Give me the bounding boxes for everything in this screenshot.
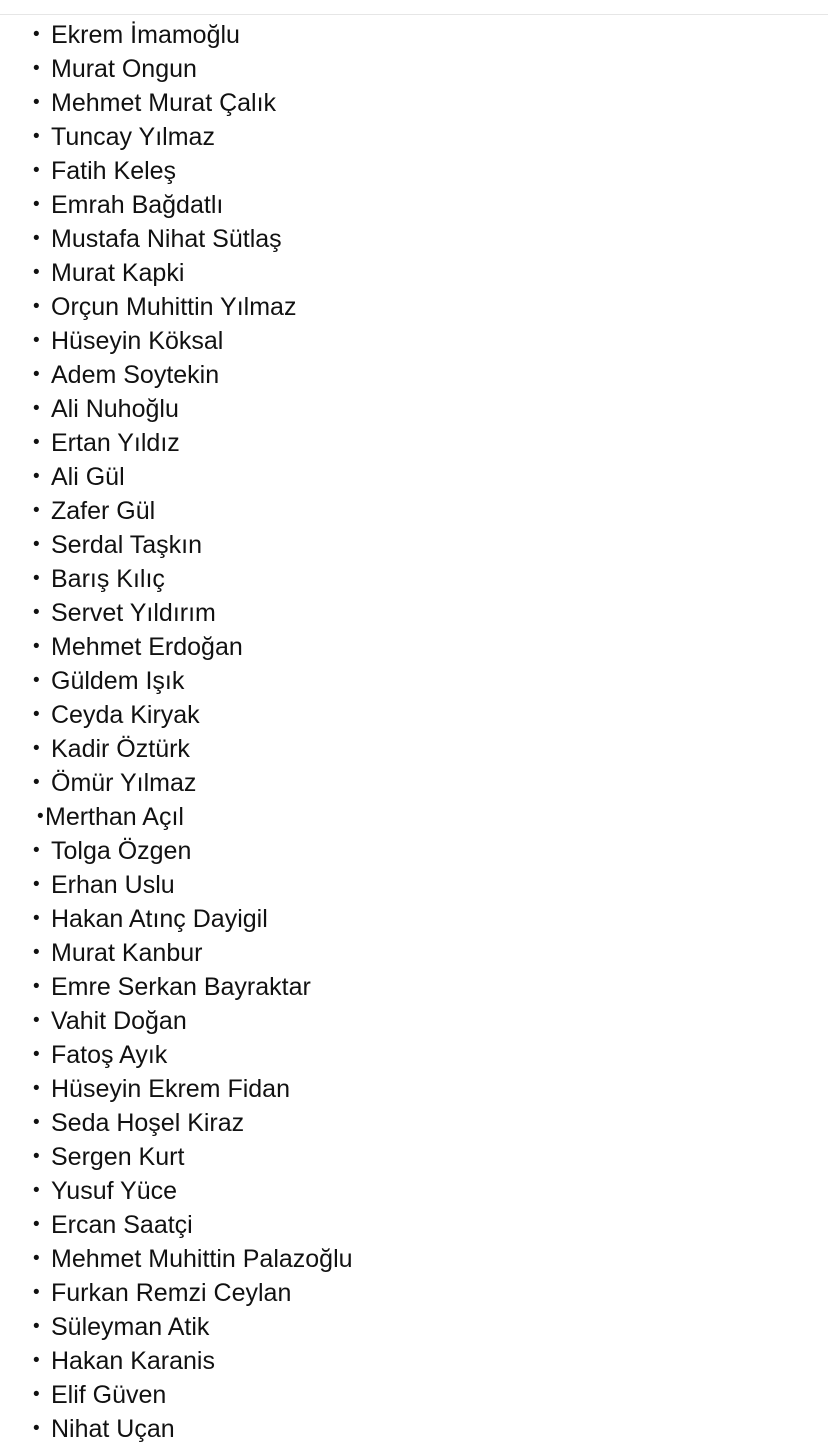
list-item-name: Emre Serkan Bayraktar [51, 973, 311, 1001]
list-item-name: Tuncay Yılmaz [51, 123, 215, 151]
bullet-icon: • [33, 296, 40, 317]
list-item-name: Mehmet Muhittin Palazoğlu [51, 1245, 353, 1273]
list-item-name: Murat Kapki [51, 259, 185, 287]
list-item-name: Hüseyin Ekrem Fidan [51, 1075, 290, 1103]
list-item-name: Ali Nuhoğlu [51, 395, 179, 423]
bullet-icon: • [33, 398, 40, 419]
bullet-icon: • [33, 704, 40, 725]
bullet-icon: • [33, 908, 40, 929]
bullet-icon: • [33, 1248, 40, 1269]
list-item-name: Ömür Yılmaz [51, 769, 197, 797]
list-item-name: Fatih Keleş [51, 157, 177, 185]
list-item-name: Murat Ongun [51, 55, 197, 83]
list-item-name: Adem Soytekin [51, 361, 220, 389]
bullet-icon: • [33, 24, 40, 45]
bullet-icon: • [33, 1384, 40, 1405]
bullet-icon: • [33, 738, 40, 759]
list-item-name: Mehmet Murat Çalık [51, 89, 277, 117]
bullet-icon: • [33, 1180, 40, 1201]
bullet-icon: • [37, 806, 44, 827]
bullet-icon: • [33, 500, 40, 521]
bullet-icon: • [33, 126, 40, 147]
list-item-name: Ali Gül [51, 463, 125, 491]
bullet-icon: • [33, 466, 40, 487]
bullet-icon: • [33, 1010, 40, 1031]
list-item-name: Seda Hoşel Kiraz [51, 1109, 245, 1137]
list-item-name: Erhan Uslu [51, 871, 175, 899]
bullet-icon: • [33, 432, 40, 453]
bullet-icon: • [33, 874, 40, 895]
list-item-name: Hakan Atınç Dayigil [51, 905, 268, 933]
bullet-icon: • [33, 160, 40, 181]
list-item-name: Merthan Açıl [45, 803, 184, 831]
bullet-icon: • [33, 1078, 40, 1099]
list-item-name: Ceyda Kiryak [51, 701, 200, 729]
list-item-name: Mustafa Nihat Sütlaş [51, 225, 282, 253]
list-item-name: Elif Güven [51, 1381, 167, 1409]
bullet-icon: • [33, 942, 40, 963]
bullet-icon: • [33, 1112, 40, 1133]
top-divider [0, 14, 828, 15]
list-item-name: Ertan Yıldız [51, 429, 180, 457]
list-item-name: Ercan Saatçi [51, 1211, 193, 1239]
bullet-icon: • [33, 330, 40, 351]
list-item-name: Vahit Doğan [51, 1007, 187, 1035]
list-item-name: Hüseyin Köksal [51, 327, 224, 355]
list-item-name: Süleyman Atik [51, 1313, 210, 1341]
list-item-name: Tolga Özgen [51, 837, 192, 865]
bullet-icon: • [33, 976, 40, 997]
list-item-name: Furkan Remzi Ceylan [51, 1279, 292, 1307]
list-item-name: Murat Kanbur [51, 939, 203, 967]
list-item-name: Orçun Muhittin Yılmaz [51, 293, 297, 321]
bullet-icon: • [33, 1214, 40, 1235]
bullet-icon: • [33, 1282, 40, 1303]
list-item-name: Barış Kılıç [51, 565, 165, 593]
list-item-name: Kadir Öztürk [51, 735, 190, 763]
bullet-icon: • [33, 602, 40, 623]
list-item-name: Hakan Karanis [51, 1347, 215, 1375]
bullet-icon: • [33, 568, 40, 589]
bullet-icon: • [33, 262, 40, 283]
bullet-icon: • [33, 772, 40, 793]
list-item-name: Zafer Gül [51, 497, 156, 525]
bullet-icon: • [33, 1316, 40, 1337]
bullet-icon: • [33, 670, 40, 691]
bullet-icon: • [33, 58, 40, 79]
list-item-name: Yusuf Yüce [51, 1177, 178, 1205]
bullet-icon: • [33, 840, 40, 861]
list-item-name: Emrah Bağdatlı [51, 191, 224, 219]
bullet-icon: • [33, 1044, 40, 1065]
list-item-name: Ekrem İmamoğlu [51, 21, 240, 49]
list-item-name: Servet Yıldırım [51, 599, 216, 627]
bullet-icon: • [33, 194, 40, 215]
list-item-name: Nihat Uçan [51, 1415, 175, 1443]
bullet-icon: • [33, 534, 40, 555]
bullet-icon: • [33, 636, 40, 657]
bullet-icon: • [33, 1418, 40, 1439]
list-item-name: Mehmet Erdoğan [51, 633, 243, 661]
bullet-icon: • [33, 364, 40, 385]
bullet-icon: • [33, 1350, 40, 1371]
list-item-name: Güldem Işık [51, 667, 185, 695]
bullet-icon: • [33, 228, 40, 249]
list-item-name: Serdal Taşkın [51, 531, 203, 559]
list-item-name: Sergen Kurt [51, 1143, 185, 1171]
bullet-icon: • [33, 1146, 40, 1167]
list-item-name: Fatoş Ayık [51, 1041, 168, 1069]
bullet-icon: • [33, 92, 40, 113]
